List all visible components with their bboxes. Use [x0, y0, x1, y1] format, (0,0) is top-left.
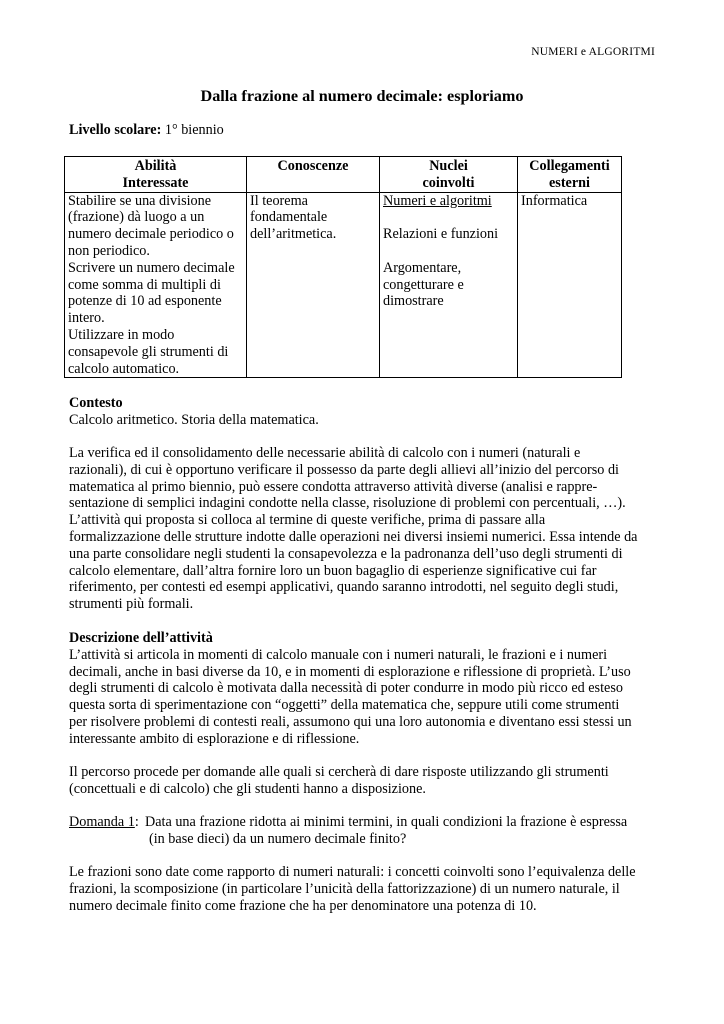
- header-collegamenti: [518, 157, 622, 193]
- paragraph-verifica: [69, 445, 656, 613]
- contesto-section: [69, 395, 656, 429]
- paragraph-line: Le frazioni sono date come rapporto di numeri naturali: i concetti coinvolti sono l’equivalenza delle: [69, 864, 636, 880]
- abilita-line: consapevole gli strumenti di: [68, 343, 229, 360]
- header-conoscenze: [247, 157, 380, 193]
- nuclei-third-line: dimostrare: [383, 293, 444, 310]
- running-header: NUMERI e ALGORITMI: [531, 46, 655, 58]
- cell-conoscenze: [247, 192, 380, 378]
- paragraph-line: interessante ambito di esplorazione e di riflessione.: [69, 730, 360, 747]
- paragraph-line: decimali, anche in basi diverse da 10, e in momenti di esplorazione e riflessione di proprietà. L’uso: [69, 663, 631, 680]
- abilita-line: non periodico.: [68, 242, 150, 259]
- nuclei-third-line: congetturare e: [383, 276, 464, 293]
- descrizione-section: [69, 630, 656, 748]
- paragraph-line: formalizzazione delle strutture indotte dalle operazioni nei diversi insiemi numerici. Essa intende da: [69, 528, 638, 545]
- paragraph-line: matematica al primo biennio, può essere condotta attraverso attività diverse (analisi e rappre-: [69, 478, 598, 495]
- question-line: (in base dieci) da un numero decimale finito?: [149, 830, 407, 847]
- header-nuclei-line: Nuclei: [429, 158, 468, 174]
- cell-nuclei: [380, 192, 518, 378]
- question-1-colon: :: [134, 814, 139, 830]
- abilita-line: come somma di multipli di: [68, 276, 221, 293]
- school-level-value: 1° biennio: [164, 122, 224, 138]
- abilita-line: Scrivere un numero decimale: [68, 259, 235, 276]
- paragraph-line: frazioni, la scomposizione (in particolare l’unicità della fattorizzazione) di un numero naturale, il: [69, 880, 620, 897]
- question-1: [69, 814, 656, 847]
- header-abilita: [65, 157, 247, 193]
- nuclei-main: Numeri e algoritmi: [383, 192, 492, 209]
- cell-abilita: [65, 192, 247, 378]
- paragraph-line: riferimento, per contesti ed esempi applicativi, quando saranno introdotti, nel seguito degli studi,: [69, 579, 619, 596]
- school-level: [69, 122, 224, 139]
- header-abilita-line: Abilità: [134, 158, 177, 174]
- contesto-heading: Contesto: [69, 395, 123, 411]
- abilita-line: calcolo automatico.: [68, 360, 180, 377]
- school-level-label: Livello scolare:: [69, 122, 162, 138]
- conoscenze-line: fondamentale: [250, 209, 328, 226]
- contesto-line: Calcolo aritmetico. Storia della matematica.: [69, 411, 319, 428]
- paragraph-line: numero decimale finito come frazione che ha per denominatore una potenza di 10.: [69, 897, 537, 914]
- nuclei-third-line: Argomentare,: [383, 259, 462, 276]
- paragraph-line: razionali), di cui è opportuno verificare il possesso da parte degli allievi all’inizio del percorso di: [69, 461, 619, 478]
- paragraph-line: Il percorso procede per domande alle quali si cercherà di dare risposte utilizzando gli strumenti: [69, 764, 609, 780]
- paragraph-line: (concettuali e di calcolo) che gli studenti hanno a disposizione.: [69, 780, 426, 797]
- paragraph-line: una parte consolidare negli studenti la consapevolezza e la padronanza dell’uso degli strumenti di: [69, 545, 623, 562]
- descrizione-heading: Descrizione dell’attività: [69, 630, 213, 646]
- question-1-text: [145, 814, 656, 848]
- nuclei-second: Relazioni e funzioni: [383, 226, 499, 243]
- question-1-label: [69, 814, 139, 830]
- page-title: Dalla frazione al numero decimale: esploriamo: [200, 87, 524, 105]
- header-collegamenti-line: esterni: [549, 174, 590, 191]
- header-collegamenti-line: Collegamenti: [529, 158, 610, 174]
- cell-collegamenti: [518, 192, 622, 378]
- paragraph-line: calcolo elementare, dall’altra fornire loro un buon bagaglio di esperienze significative cui far: [69, 562, 597, 579]
- header-nuclei-line: coinvolti: [422, 174, 475, 191]
- abilita-line: Utilizzare in modo: [68, 326, 175, 343]
- abilita-line: Stabilire se una divisione: [68, 192, 212, 209]
- table-header-row: [65, 157, 622, 193]
- abilita-line: numero decimale periodico o: [68, 226, 234, 243]
- abilita-line: intero.: [68, 310, 105, 327]
- spacer: [383, 243, 514, 260]
- paragraph-frazioni: [69, 864, 656, 914]
- paragraph-line: degli strumenti di calcolo è motivata dalla necessità di poter condurre in modo più ricco ed esteso: [69, 680, 623, 697]
- header-nuclei: [380, 157, 518, 193]
- header-conoscenze-line: Conoscenze: [277, 158, 349, 174]
- paragraph-line: L’attività si articola in momenti di calcolo manuale con i numeri naturali, le frazioni e i numeri: [69, 646, 608, 663]
- spacer: [383, 209, 514, 226]
- conoscenze-line: dell’aritmetica.: [250, 226, 337, 243]
- conoscenze-line: Il teorema: [250, 192, 308, 209]
- abilita-line: potenze di 10 ad esponente: [68, 293, 222, 310]
- header-abilita-line: Interessate: [122, 174, 189, 191]
- paragraph-line: sentazione di semplici indagini condotte nella classe, risoluzione di problemi con percentuali, …).: [69, 495, 626, 512]
- table-row: [65, 192, 622, 378]
- paragraph-percorso: [69, 764, 656, 798]
- paragraph-line: La verifica ed il consolidamento delle necessarie abilità di calcolo con i numeri (naturali e: [69, 445, 581, 461]
- curriculum-table: [64, 156, 622, 378]
- question-1-label-text: Domanda 1: [69, 814, 135, 830]
- paragraph-line: per risolvere problemi di contesti reali, assumono qui una loro autonomia e diventano essi stessi un: [69, 713, 632, 730]
- paragraph-line: strumenti più formali.: [69, 596, 194, 613]
- paragraph-line: questa sorta di sperimentazione con “oggetti” della matematica che, seppure utili come strumenti: [69, 697, 620, 714]
- question-line: Data una frazione ridotta ai minimi termini, in quali condizioni la frazione è espressa: [145, 814, 628, 830]
- paragraph-line: L’attività qui proposta si colloca al termine di queste verifiche, prima di passare alla: [69, 512, 546, 529]
- collegamenti-text: Informatica: [521, 192, 588, 209]
- abilita-line: (frazione) dà luogo a un: [68, 209, 205, 226]
